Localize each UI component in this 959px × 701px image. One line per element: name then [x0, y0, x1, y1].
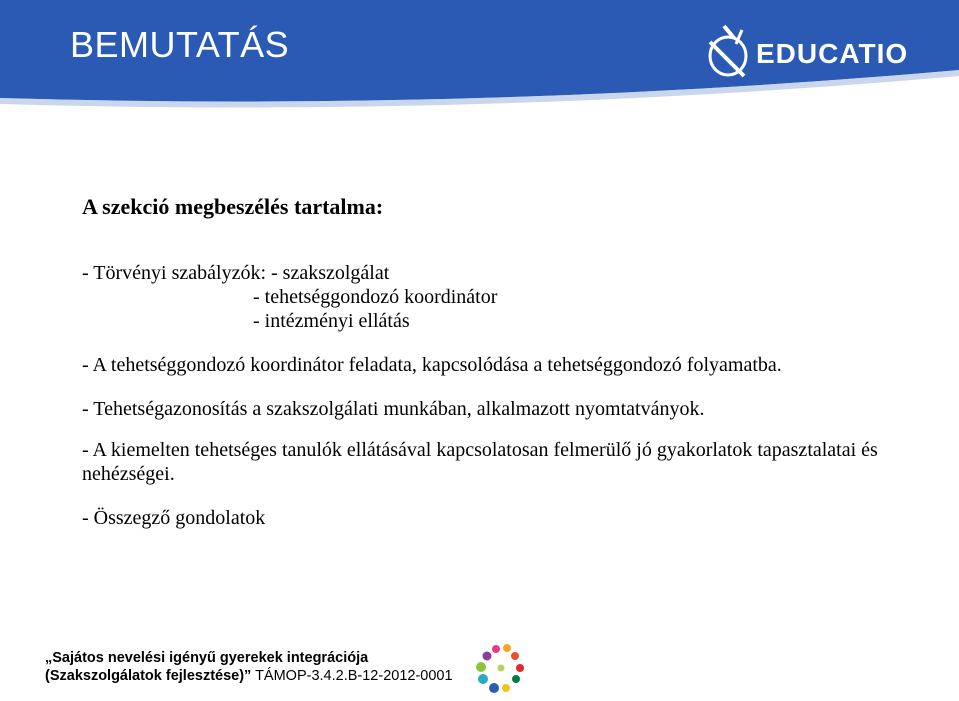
legal-regulators — [82, 261, 922, 333]
paragraph-summary: - Összegző gondolatok — [82, 507, 266, 529]
footer-project-info — [45, 649, 453, 685]
paragraph-identification: - Tehetségazonosítás a szakszolgálati munkában, alkalmazott nyomtatványok. — [82, 398, 705, 420]
legal-regulators-list — [253, 261, 498, 333]
slide-title: BEMUTATÁS — [70, 24, 290, 65]
section-heading: A szekció megbeszélés tartalma: — [82, 194, 384, 219]
brand-name: EDUCATIO — [756, 38, 909, 69]
footer-project-code: TÁMOP-3.4.2.B-12-2012-0001 — [251, 668, 453, 684]
list-item: - szakszolgálat — [271, 262, 390, 284]
footer-line-2: (Szakszolgálatok fejlesztése)” — [45, 668, 252, 684]
list-item: - tehetséggondozó koordinátor — [253, 286, 498, 308]
paragraph-coordinator: - A tehetséggondozó koordinátor feladata, kapcsolódása a tehetséggondozó folyamatba. — [82, 354, 782, 376]
header-banner — [0, 0, 959, 108]
footer-line-1: „Sajátos nevelési igényű gyerekek integrációja — [45, 650, 369, 666]
legal-regulators-label: - Törvényi szabályzók: — [82, 262, 272, 284]
educatio-logo-icon — [704, 24, 754, 84]
colorful-dots-logo-icon — [472, 641, 532, 699]
list-item: - intézményi ellátás — [253, 310, 410, 332]
educatio-logo — [704, 24, 934, 84]
slide-content — [82, 193, 922, 530]
paragraph-good-practices: - A kiemelten tehetséges tanulók ellátásával kapcsolatosan felmerülő jó gyakorlatok tapasztalatai és nehézségei. — [82, 439, 878, 485]
